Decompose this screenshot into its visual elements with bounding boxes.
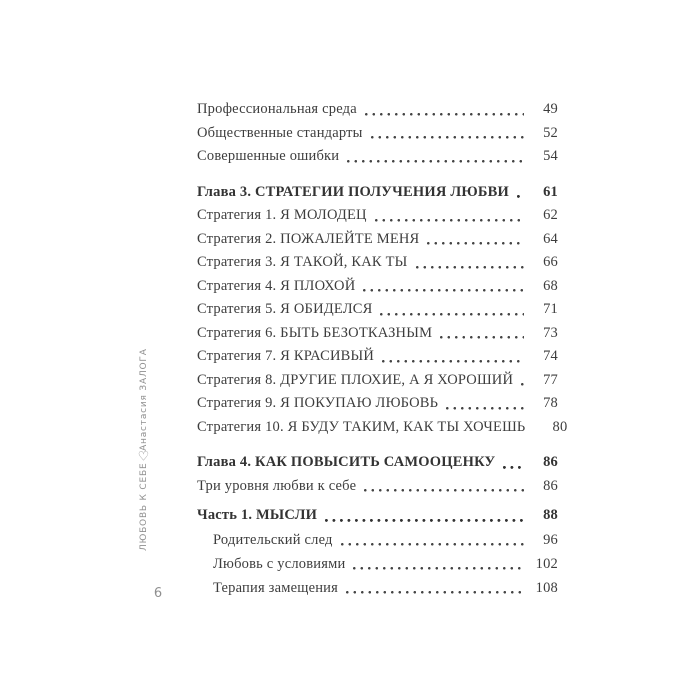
toc-entry <box>197 552 558 576</box>
toc-entry-page: 71 <box>543 301 558 317</box>
dot-leader <box>364 489 524 492</box>
toc-entry-label: Терапия замещения <box>213 579 339 596</box>
dot-leader <box>427 242 524 245</box>
toc-entry-page: 102 <box>535 555 558 572</box>
toc-entry-label: Стратегия 5. Я ОБИДЕЛСЯ <box>197 301 373 317</box>
toc-entry-page: 54 <box>543 148 558 164</box>
toc-entry-page: 64 <box>543 230 558 247</box>
toc-entry-page: 68 <box>543 277 558 294</box>
dot-leader <box>347 160 524 163</box>
toc-entry <box>197 369 558 393</box>
toc-entry <box>197 416 568 440</box>
dot-leader <box>371 136 524 139</box>
toc-entry <box>197 275 558 299</box>
toc-entry-page: 86 <box>543 477 558 494</box>
toc-entry-label: Стратегия 3. Я ТАКОЙ, КАК ТЫ <box>197 254 408 270</box>
toc-entry <box>197 392 558 416</box>
spine-book-title: ЛЮБОВЬ К СЕБЕ <box>138 462 149 551</box>
toc-entry-label: Стратегия 1. Я МОЛОДЕЦ <box>197 207 367 223</box>
toc-entry-label: Три уровня любви к себе <box>197 477 357 494</box>
toc-entry <box>197 122 558 146</box>
dot-leader <box>363 289 524 292</box>
toc-entry <box>197 475 558 499</box>
toc-entry-page: 73 <box>543 324 558 341</box>
toc-entry-label: Глава 4. КАК ПОВЫСИТЬ САМООЦЕНКУ <box>197 454 496 470</box>
toc-entry-label: Стратегия 2. ПОЖАЛЕЙТЕ МЕНЯ <box>197 230 420 247</box>
toc-entry-page: 80 <box>552 418 568 435</box>
toc-entry-label: Глава 3. СТРАТЕГИИ ПОЛУЧЕНИЯ ЛЮБВИ <box>197 183 509 200</box>
toc-entry-label: Стратегия 9. Я ПОКУПАЮ ЛЮБОВЬ <box>197 395 439 411</box>
dot-leader <box>416 266 524 269</box>
dot-leader <box>346 591 524 594</box>
toc-entry-label: Общественные стандарты <box>197 124 363 141</box>
toc-entry-label: Стратегия 4. Я ПЛОХОЙ <box>197 277 356 294</box>
toc-entry <box>197 345 558 369</box>
toc-list <box>197 98 568 600</box>
dot-leader <box>341 543 524 546</box>
dot-leader <box>380 313 524 316</box>
toc-entry <box>197 576 558 600</box>
toc-entry-page: 62 <box>543 207 558 223</box>
toc-entry-page: 52 <box>543 124 558 141</box>
toc-entry-page: 77 <box>543 371 558 388</box>
dot-leader <box>325 519 524 522</box>
toc-entry-label: Стратегия 6. БЫТЬ БЕЗОТКАЗНЫМ <box>197 324 433 341</box>
toc-entry <box>197 322 558 346</box>
toc-entry-page: 88 <box>543 507 558 523</box>
toc-entry <box>197 228 558 252</box>
toc-entry <box>197 251 558 275</box>
toc-entry-page: 86 <box>543 454 558 470</box>
folio-page-number: 6 <box>153 586 163 601</box>
dot-leader <box>503 466 524 469</box>
toc-entry <box>197 98 558 122</box>
toc-entry-label: Стратегия 8. ДРУГИЕ ПЛОХИЕ, А Я ХОРОШИЙ <box>197 371 514 388</box>
dot-leader <box>382 360 524 363</box>
toc-entry <box>197 451 558 475</box>
spine-author: Анастасия ЗАЛОГА <box>138 348 149 451</box>
toc-entry-page: 61 <box>543 183 558 200</box>
toc-entry <box>197 298 558 322</box>
toc-entry <box>197 145 558 169</box>
toc-entry <box>197 528 558 552</box>
toc-entry-page: 66 <box>543 254 558 270</box>
dot-leader <box>353 567 524 570</box>
dot-leader <box>521 383 524 386</box>
toc-entry-label: Родительский след <box>213 531 333 548</box>
dot-leader <box>446 407 524 410</box>
heart-icon: ♡ <box>137 449 150 465</box>
toc-entry-page: 78 <box>543 395 558 411</box>
toc-entry-page: 74 <box>543 348 558 364</box>
toc-entry <box>197 204 558 228</box>
dot-leader <box>440 336 524 339</box>
toc-entry-page: 96 <box>543 531 558 548</box>
toc-entry-page: 49 <box>543 101 558 117</box>
toc-entry-page: 108 <box>535 579 558 596</box>
toc-entry <box>197 504 558 528</box>
toc-entry-label: Стратегия 7. Я КРАСИВЫЙ <box>197 348 375 364</box>
toc-entry-label: Часть 1. МЫСЛИ <box>197 507 318 523</box>
dot-leader <box>375 219 524 222</box>
dot-leader <box>517 195 524 198</box>
toc-entry-label: Любовь с условиями <box>213 555 346 572</box>
dot-leader <box>365 113 524 116</box>
toc-entry-label: Совершенные ошибки <box>197 148 340 164</box>
spine-margin <box>136 348 151 551</box>
toc-entry <box>197 181 558 205</box>
toc-entry-label: Профессиональная среда <box>197 101 357 117</box>
toc-entry-label: Стратегия 10. Я БУДУ ТАКИМ, КАК ТЫ ХОЧЕШЬ <box>197 418 526 435</box>
